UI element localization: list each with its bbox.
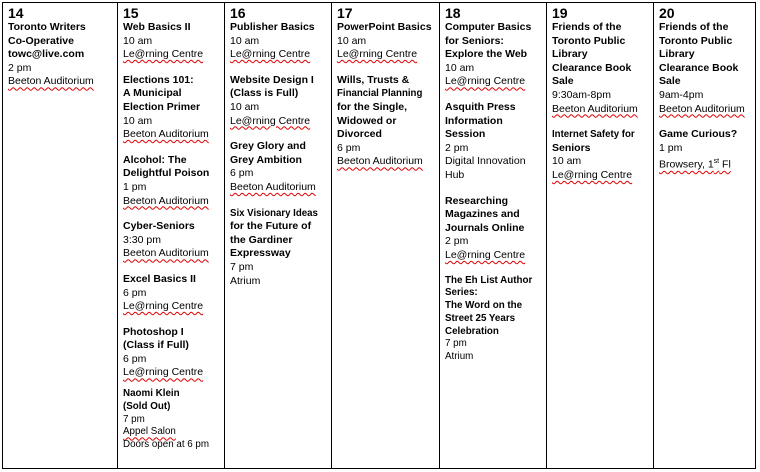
event-title-line: (Sold Out): [123, 400, 171, 412]
event-title-line: Magazines and: [445, 208, 520, 221]
event-time: 2 pm: [8, 61, 32, 74]
event-title-line: Library: [659, 48, 695, 61]
event-location: Le@rning Centre: [230, 48, 311, 61]
event-title-line: the Gardiner: [230, 233, 293, 246]
event-location: Beeton Auditorium: [8, 75, 94, 88]
event-title-line: Celebration: [445, 325, 499, 337]
day-number: 19: [552, 5, 568, 21]
event-location: [659, 155, 750, 172]
event-title-line: Explore the Web: [445, 48, 528, 61]
event-title-line: Delightful Poison: [123, 167, 210, 180]
event-entry: [123, 388, 224, 452]
event-title-line: Toronto Writers: [8, 21, 86, 33]
event-title-line: Street 25 Years: [445, 312, 516, 324]
event-entry: [8, 21, 117, 89]
event-title-line: Six Visionary Ideas: [230, 206, 318, 219]
day-column-17: [332, 3, 440, 468]
day-column-16: [225, 3, 332, 468]
event-title-line: Session: [445, 128, 486, 141]
calendar-week-grid: [2, 2, 756, 469]
day-number: 16: [230, 5, 246, 21]
event-entry: [445, 21, 546, 89]
event-entry: [337, 74, 439, 169]
event-title-line: Seniors: [552, 141, 591, 154]
event-location: Appel Salon: [123, 426, 176, 438]
event-time: 10 am: [123, 114, 153, 127]
event-time: 1 pm: [659, 141, 683, 154]
event-title-line: Expressway: [230, 247, 291, 260]
event-title: Web Basics II: [123, 21, 191, 33]
event-time: 7 pm: [445, 338, 467, 350]
day-number: 20: [659, 5, 675, 21]
event-time: 2 pm: [445, 141, 469, 154]
event-time: 7 pm: [123, 413, 145, 425]
event-title-line: for the Single,: [337, 100, 408, 113]
day-column-14: [3, 3, 118, 468]
event-title-line: The Eh List Author: [445, 274, 533, 286]
event-location: Le@rning Centre: [123, 300, 204, 313]
day-column-19: [547, 3, 654, 468]
event-location-text: Browsery, 1: [659, 158, 714, 171]
event-title-line: Divorced: [337, 128, 382, 141]
event-time: 9:30am-8pm: [552, 88, 611, 101]
event-time: 9am-4pm: [659, 88, 704, 101]
event-entry: [659, 128, 750, 172]
event-time: 6 pm: [230, 167, 254, 180]
event-location: Beeton Auditorium: [552, 102, 638, 115]
event-location: Atrium: [445, 351, 474, 363]
event-title-line: for the Future of: [230, 220, 312, 233]
event-entry: [659, 21, 750, 116]
event-entry: [230, 74, 331, 128]
event-title-line: Widowed or: [337, 114, 397, 127]
event-title-line: Toronto Public: [659, 34, 733, 47]
event-title-line: (Class if Full): [123, 339, 189, 352]
event-title-line: Asquith Press: [445, 100, 516, 113]
day-number: 15: [123, 5, 139, 21]
event-location: Beeton Auditorium: [230, 180, 316, 193]
event-entry: [552, 128, 653, 182]
event-title-line: Alcohol: The: [123, 153, 187, 166]
event-location: Beeton Auditorium: [337, 155, 423, 168]
event-time: 2 pm: [445, 235, 469, 248]
event-title-line: Sale: [552, 75, 574, 88]
event-title-line: Sale: [659, 75, 681, 88]
event-entry: [123, 21, 224, 62]
event-title-line: Election Primer: [123, 100, 201, 113]
event-time: 6 pm: [337, 141, 361, 154]
event-location: Beeton Auditorium: [123, 194, 209, 207]
event-title-line: Clearance Book: [659, 61, 739, 74]
event-entry: [230, 207, 331, 289]
day-column-20: [654, 3, 750, 468]
event-title-line: Elections 101:: [123, 73, 194, 86]
event-title-line: Grey Ambition: [230, 153, 302, 166]
event-entry: [123, 273, 224, 314]
event-time: 3:30 pm: [123, 233, 161, 246]
event-location-tail: Fl: [719, 158, 731, 171]
event-title-line: for Seniors:: [445, 34, 504, 47]
event-title-line: Computer Basics: [445, 21, 532, 33]
event-entry: [337, 21, 439, 62]
event-title-line: Naomi Klein: [123, 388, 180, 400]
event-time: 6 pm: [123, 352, 147, 365]
event-location: Beeton Auditorium: [659, 102, 745, 115]
event-entry: [445, 101, 546, 183]
event-time: 1 pm: [123, 180, 147, 193]
event-time: 10 am: [337, 34, 367, 47]
event-location: Beeton Auditorium: [123, 128, 209, 141]
event-time: 10 am: [552, 155, 582, 168]
event-title-line: Friends of the: [659, 21, 729, 33]
event-title: Publisher Basics: [230, 21, 315, 33]
event-location: Hub: [445, 168, 465, 181]
event-entry: [445, 195, 546, 263]
event-entry: [230, 140, 331, 194]
event-title-line: Library: [552, 48, 588, 61]
event-title-line: Co-Operative: [8, 34, 74, 47]
event-entry: [552, 21, 653, 116]
day-column-18: [440, 3, 547, 468]
event-location: Le@rning Centre: [337, 48, 418, 61]
event-title-line: Information: [445, 114, 503, 127]
event-entry: [445, 275, 546, 365]
event-location: Atrium: [230, 274, 261, 287]
event-location: Le@rning Centre: [445, 248, 526, 261]
event-title: Cyber-Seniors: [123, 220, 195, 233]
event-title: Game Curious?: [659, 128, 738, 141]
event-title-line: Website Design I: [230, 73, 314, 86]
event-title-line: Toronto Public: [552, 34, 626, 47]
event-location-superscript: st: [713, 158, 720, 166]
event-entry: [230, 21, 331, 62]
event-title-line: Series:: [445, 287, 478, 299]
event-title-line: Photoshop I: [123, 325, 184, 338]
event-time: 10 am: [230, 34, 260, 47]
event-time: 10 am: [123, 34, 153, 47]
event-title-line: The Word on the: [445, 300, 523, 312]
event-location: Le@rning Centre: [230, 114, 311, 127]
event-location: Beeton Auditorium: [123, 247, 209, 260]
event-time: 10 am: [230, 100, 260, 113]
event-title-line: Journals Online: [445, 221, 525, 234]
event-title-line: Internet Safety for: [552, 128, 635, 141]
event-title-line: A Municipal: [123, 87, 182, 100]
event-email: towc@live.com: [8, 48, 85, 61]
day-number: 17: [337, 5, 353, 21]
event-title-line: Friends of the: [552, 21, 622, 33]
event-title-line: Wills, Trusts &: [337, 73, 410, 86]
event-note: Doors open at 6 pm: [123, 439, 210, 451]
event-time: 7 pm: [230, 260, 254, 273]
event-title-line: Financial Planning: [337, 87, 423, 100]
day-column-15: [118, 3, 225, 468]
event-title-line: Researching: [445, 194, 509, 207]
event-entry: [123, 220, 224, 261]
event-entry: [123, 154, 224, 208]
event-title: PowerPoint Basics: [337, 21, 432, 33]
event-location: Le@rning Centre: [445, 75, 526, 88]
event-title-line: Clearance Book: [552, 61, 632, 74]
event-location: Digital Innovation: [445, 155, 526, 168]
event-time: 6 pm: [123, 286, 147, 299]
event-time: 10 am: [445, 61, 475, 74]
event-entry: [123, 74, 224, 142]
day-number: 18: [445, 5, 461, 21]
day-number: 14: [8, 5, 24, 21]
event-location: Le@rning Centre: [552, 168, 633, 181]
event-title-line: Grey Glory and: [230, 140, 306, 153]
event-title: Excel Basics II: [123, 272, 196, 285]
event-title-line: (Class is Full): [230, 87, 299, 100]
event-location: Le@rning Centre: [123, 48, 204, 61]
event-entry: [123, 326, 224, 380]
event-location: Le@rning Centre: [123, 366, 204, 379]
